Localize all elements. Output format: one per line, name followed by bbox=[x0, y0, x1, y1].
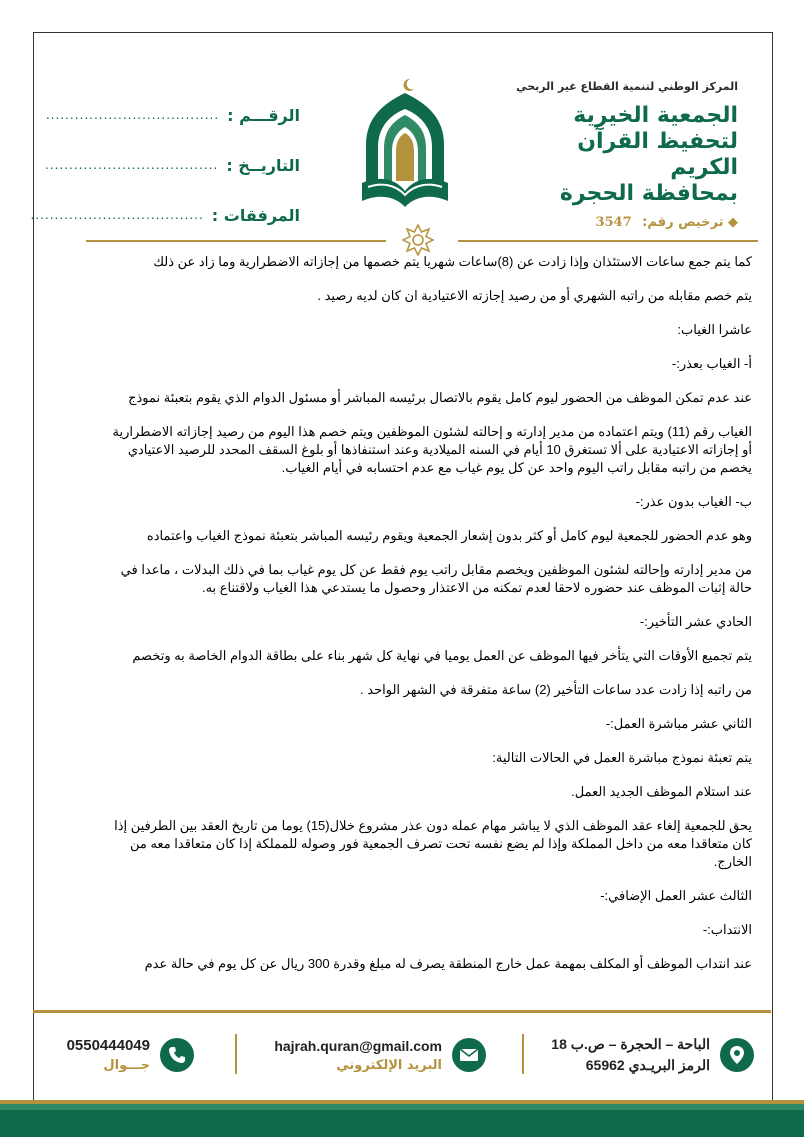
phone-number[interactable]: 0550444049 bbox=[66, 1037, 150, 1054]
license-label: ترخيص رقم: bbox=[642, 215, 724, 230]
license-number: 3547 bbox=[595, 215, 632, 230]
paragraph: الغياب رقم (11) ويتم اعتماده من مدير إدارته و إحالته لشئون الموظفين ويتم خصم هذا اليوم من رصيد إجازاته الاضطرارية أو إجازاته الاعتيادية على ألا تستغرق 10 أيام في السنه الميلادية وعند استنفاذها أو بلوغ السقف المحدد للرصيد الاعتيادي يخصم من راتبه مقابل راتب اليوم واحد عن كل يوم غياب مع عدم احتسابه في أيام الغياب. bbox=[112, 424, 752, 475]
paragraph: يتم تعبئة نموذج مباشرة العمل في الحالات التالية: bbox=[492, 750, 752, 765]
contact-phone bbox=[67, 1030, 194, 1080]
reference-number-row bbox=[45, 90, 300, 140]
reference-attachments-row bbox=[30, 190, 300, 240]
reference-date-label: التاريــخ : bbox=[226, 155, 300, 175]
org-name-line2: لتحفيظ القرآن الكريم bbox=[577, 129, 738, 180]
section-heading: الثاني عشر مباشرة العمل:- bbox=[605, 716, 752, 731]
reference-number-label: الرقـــم : bbox=[227, 105, 300, 125]
phone-icon bbox=[160, 1038, 194, 1072]
document-body bbox=[108, 253, 752, 989]
phone-label: جـــوال bbox=[103, 1058, 150, 1073]
org-name-line1: الجمعية الخيرية bbox=[573, 103, 738, 128]
location-icon bbox=[720, 1038, 754, 1072]
section-heading: الثالث عشر العمل الإضافي:- bbox=[600, 888, 752, 903]
mail-icon bbox=[452, 1038, 486, 1072]
paragraph: من راتبه إذا زادت عدد ساعات التأخير (2) ساعة متفرقة في الشهر الواحد . bbox=[360, 682, 752, 697]
email-address[interactable]: hajrah.quran@gmail.com bbox=[274, 1037, 442, 1054]
contact-email bbox=[274, 1030, 486, 1080]
address-line1: الباحة – الحجرة – ص.ب 18 bbox=[551, 1036, 710, 1052]
reference-attachments-dots: .................................... bbox=[30, 208, 204, 222]
footer-separator bbox=[522, 1034, 524, 1074]
footer-band bbox=[0, 1100, 804, 1137]
mosque-quran-logo-icon bbox=[360, 75, 450, 210]
paragraph: يحق للجمعية إلغاء عقد الموظف الذي لا يباشر مهام عمله دون عذر مشروع خلال(15) يوما من تاريخ العقد بين الطرفين إذا كان متعاقدا معه من داخل المملكة وإذا لم يضع نفسه تحت تصرف الجمعية فور وصوله للمملكة إذا كان متعاقدا معه من الخارج. bbox=[114, 818, 752, 869]
reference-date-dots: .................................... bbox=[44, 158, 219, 172]
org-parent-name: المركز الوطني لتنمية القطاع غير الربحي bbox=[516, 80, 738, 93]
subsection-heading: ب- الغياب بدون عذر:- bbox=[635, 494, 752, 509]
reference-attachments-label: المرفقات : bbox=[211, 205, 300, 225]
email-label: البريد الإلكتروني bbox=[336, 1057, 442, 1073]
footer-separator bbox=[235, 1034, 237, 1074]
paragraph: وهو عدم الحضور للجمعية ليوم كامل أو كثر بدون إشعار الجمعية ويقوم رئيسه المباشر بتعبئة نموذج الغياب واعتماده bbox=[146, 528, 752, 543]
section-heading: الحادي عشر التأخير:- bbox=[639, 614, 752, 629]
section-heading: عاشرا الغياب: bbox=[677, 322, 752, 337]
paragraph: يتم تجميع الأوقات التي يتأخر فيها الموظف عن العمل يوميا في نهاية كل شهر بناء على بطاقة الدوام الخاصة به وتخصم bbox=[132, 648, 752, 663]
paragraph: عند استلام الموظف الجديد العمل. bbox=[571, 784, 752, 799]
reference-date-row bbox=[44, 140, 300, 190]
paragraph: يتم خصم مقابله من راتبه الشهري أو من رصيد إجازته الاعتيادية ان كان لديه رصيد . bbox=[317, 288, 752, 303]
license-line bbox=[508, 215, 738, 230]
paragraph: عند انتداب الموظف أو المكلف بمهمة عمل خارج المنطقة يصرف له مبلغ وقدرة 300 ريال عن كل يوم في حالة عدم bbox=[144, 956, 752, 971]
diamond-icon: ◆ bbox=[728, 215, 738, 230]
contact-address bbox=[551, 1030, 754, 1080]
subsection-heading: الانتداب:- bbox=[702, 922, 752, 937]
subsection-heading: أ- الغياب بعذر:- bbox=[671, 356, 752, 371]
organization-block bbox=[508, 80, 738, 230]
address-line2: الرمز البريـدي 65962 bbox=[585, 1057, 710, 1073]
reference-number-dots: .................................... bbox=[45, 108, 220, 122]
paragraph: من مدير إدارته وإحالته لشئون الموظفين ويخصم مقابل راتب يوم فقط عن كل يوم غياب بما في ذلك البدلات ، ماعدا في حالة إثبات الموظف عند حضوره لاحقا لعدم تمكنه من الاعتذار وحصول ما يستدعي هذا الغياب ولاقتناع به. bbox=[120, 562, 752, 595]
ornament-star-icon bbox=[402, 224, 434, 256]
reference-fields bbox=[30, 90, 300, 240]
paragraph: عند عدم تمكن الموظف من الحضور ليوم كامل يقوم بالاتصال برئيسه المباشر أو مسئول الدوام الذي يقوم بتعبئة نموذج bbox=[128, 390, 752, 405]
org-name-line3: بمحافظة الحجرة bbox=[559, 181, 738, 206]
paragraph: كما يتم جمع ساعات الاستئذان وإذا زادت عن (8)ساعات شهريا يتم خصمها من إجازاته الاضطرارية وما زاد عن ذلك bbox=[153, 254, 752, 269]
footer-divider bbox=[33, 1010, 771, 1013]
